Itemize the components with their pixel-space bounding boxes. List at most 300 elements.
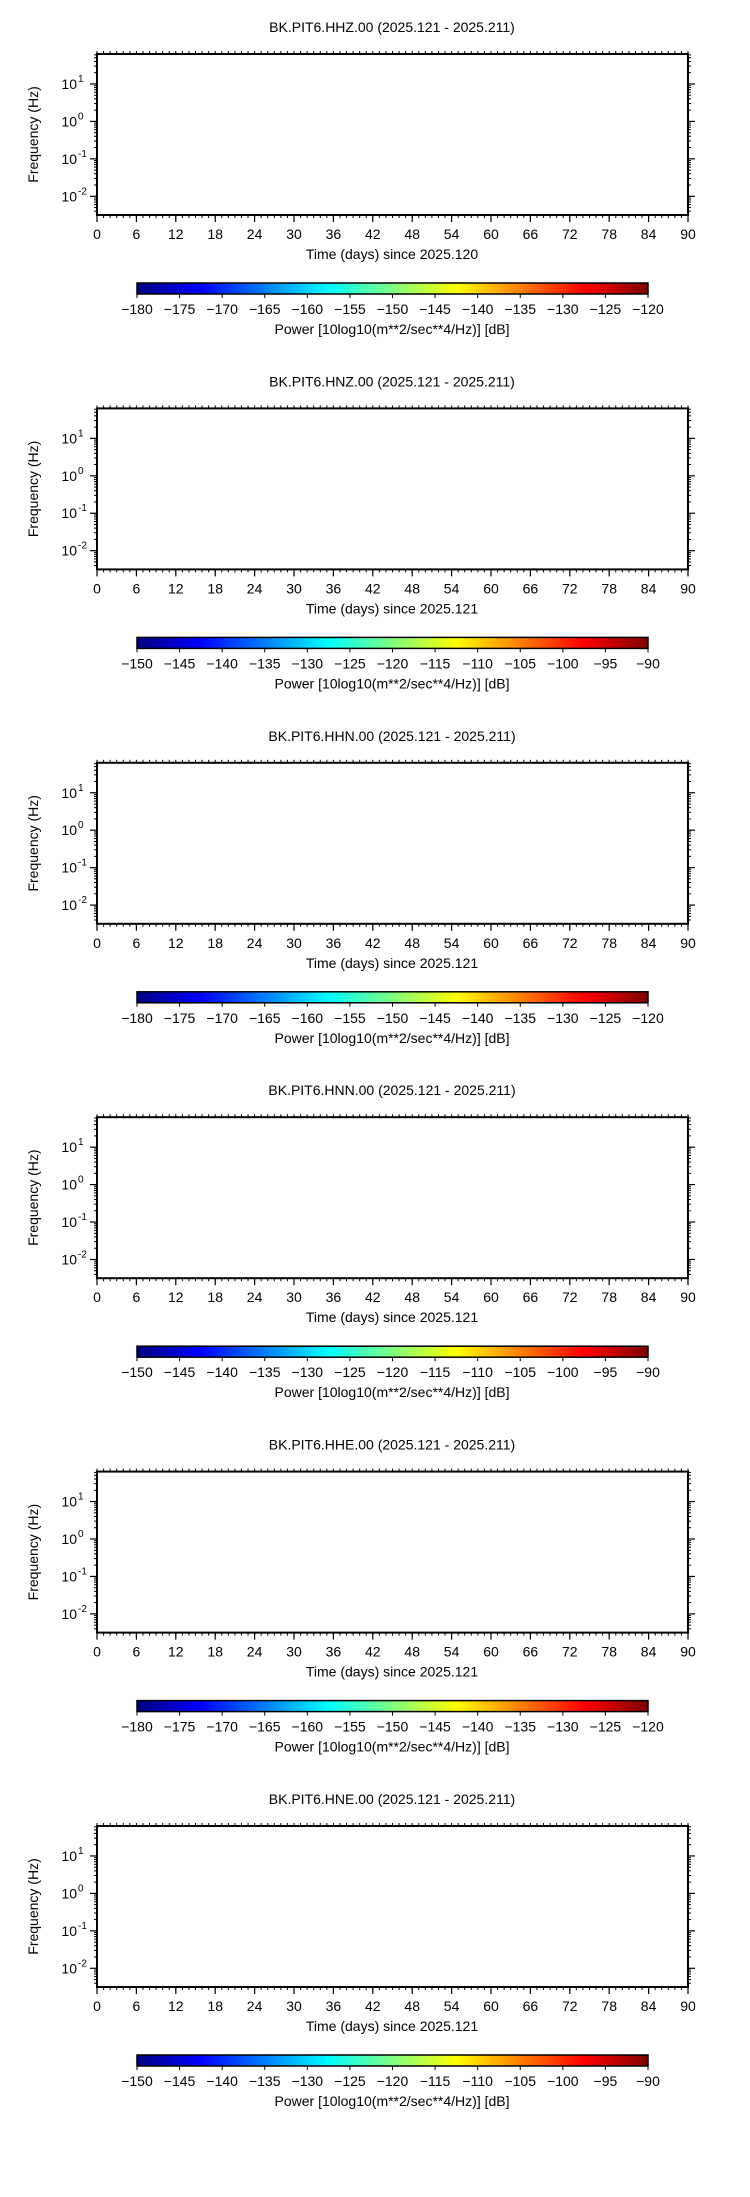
- y-tick-base: 10: [61, 1960, 77, 1977]
- x-tick-label: 54: [443, 1643, 460, 1660]
- x-tick-label: 18: [207, 1643, 223, 1660]
- y-tick-base: 10: [61, 1847, 77, 1864]
- y-tick-exponent: 0: [78, 820, 84, 832]
- x-tick-label: 6: [132, 1998, 141, 2014]
- y-tick-base: 10: [61, 822, 77, 839]
- colorbar-tick-label: −135: [248, 655, 281, 672]
- colorbar-tick-label: −105: [504, 655, 537, 672]
- y-tick-exponent: -2: [78, 186, 87, 198]
- colorbar-tick-label: −135: [248, 2073, 281, 2089]
- x-tick-label: 60: [483, 226, 499, 242]
- y-tick-label: [61, 1214, 77, 1230]
- colorbar-tick-label: −140: [206, 655, 238, 672]
- colorbar-tick-label: −150: [121, 655, 153, 672]
- y-tick-label: [61, 543, 77, 559]
- x-tick-label: 42: [365, 1289, 381, 1306]
- x-tick-label: 54: [443, 1998, 460, 2014]
- colorbar-tick-label: −145: [419, 1009, 451, 1026]
- x-tick-label: 18: [207, 934, 223, 951]
- colorbar-tick-label: −105: [504, 2073, 537, 2089]
- x-tick-label: 78: [601, 934, 617, 951]
- x-tick-label: 84: [640, 1289, 657, 1306]
- x-tick-label: 30: [286, 1998, 302, 2014]
- x-tick-label: 42: [365, 1998, 381, 2014]
- colorbar-tick-label: −140: [461, 1009, 494, 1026]
- y-tick-base: 10: [61, 113, 77, 130]
- x-tick-label: 66: [522, 1643, 539, 1660]
- x-tick-label: 36: [325, 1643, 342, 1660]
- x-tick-label: 72: [562, 580, 578, 597]
- colorbar-tick-label: −150: [376, 1009, 409, 1026]
- x-tick-label: 0: [93, 1643, 101, 1660]
- x-tick-label: 6: [132, 580, 141, 597]
- x-tick-label: 48: [404, 580, 420, 597]
- y-tick-exponent: 0: [78, 1528, 84, 1540]
- y-axis-label: Frequency (Hz): [25, 795, 41, 892]
- spectrogram-panel: [25, 19, 696, 337]
- x-tick-label: 66: [522, 580, 539, 597]
- y-tick-label: [61, 1251, 77, 1267]
- y-tick-base: 10: [61, 1568, 77, 1585]
- y-tick-base: 10: [61, 542, 77, 559]
- colorbar-tick-label: −110: [462, 655, 493, 672]
- colorbar-tick-label: −170: [206, 301, 238, 317]
- colorbar-tick-label: −135: [504, 1718, 537, 1735]
- y-tick-exponent: -1: [78, 1566, 87, 1578]
- y-tick-label: [61, 505, 77, 521]
- x-tick-label: 0: [93, 934, 101, 951]
- colorbar-tick-label: −145: [419, 301, 451, 317]
- y-tick-base: 10: [61, 1251, 77, 1268]
- x-minor-ticks: [97, 760, 688, 927]
- x-tick-label: 42: [365, 1643, 381, 1660]
- colorbar: [137, 1701, 648, 1712]
- plot-frame: [97, 408, 688, 569]
- colorbar-tick-label: −175: [163, 1009, 196, 1026]
- y-tick-label: [61, 1848, 77, 1864]
- x-tick-label: 90: [680, 226, 696, 242]
- y-tick-label: [61, 1923, 77, 1939]
- plot-frame: [97, 763, 688, 924]
- x-tick-label: 60: [483, 934, 499, 951]
- colorbar-tick-label: −145: [419, 1718, 451, 1735]
- y-axis-label: Frequency (Hz): [25, 1858, 41, 1955]
- y-tick-exponent: 1: [78, 428, 84, 440]
- colorbar: [137, 283, 648, 294]
- x-tick-label: 54: [443, 580, 460, 597]
- x-tick-label: 30: [286, 1289, 302, 1306]
- y-tick-label: [61, 430, 77, 446]
- colorbar-tick-label: −100: [547, 1364, 579, 1381]
- y-minor-ticks: [94, 764, 691, 920]
- colorbar-tick-label: −150: [121, 2073, 153, 2089]
- y-tick-label: [61, 1531, 77, 1547]
- colorbar-tick-label: −120: [632, 1718, 664, 1735]
- y-tick-base: 10: [61, 1885, 77, 1902]
- colorbar-tick-label: −105: [504, 1364, 537, 1381]
- colorbar-tick-label: −180: [121, 1718, 153, 1735]
- colorbar-tick-label: −155: [334, 301, 366, 317]
- colorbar-tick-label: −115: [419, 1364, 451, 1381]
- colorbar-tick-label: −120: [376, 1364, 409, 1381]
- chart-title: BK.PIT6.HNZ.00 (2025.121 - 2025.211): [269, 373, 515, 390]
- y-tick-label: [61, 822, 77, 838]
- y-tick-base: 10: [61, 897, 77, 914]
- colorbar-tick-label: −130: [547, 1009, 579, 1026]
- plot-frame: [97, 1117, 688, 1278]
- x-tick-label: 12: [168, 226, 184, 242]
- colorbar-tick-label: −180: [121, 301, 153, 317]
- y-tick-exponent: -2: [78, 1249, 87, 1261]
- y-tick-label: [61, 1494, 77, 1510]
- y-minor-ticks: [94, 55, 691, 211]
- spectrogram-panel: [25, 1082, 696, 1400]
- x-axis-label: Time (days) since 2025.120: [305, 246, 479, 262]
- colorbar: [137, 1346, 648, 1357]
- x-tick-label: 60: [483, 1289, 499, 1306]
- y-tick-exponent: 1: [78, 782, 84, 794]
- y-tick-label: [61, 188, 77, 204]
- x-tick-label: 54: [443, 1289, 460, 1306]
- colorbar-tick-label: −90: [636, 655, 660, 672]
- plot-frame: [97, 1826, 688, 1987]
- y-tick-exponent: 1: [78, 1491, 84, 1503]
- colorbar-tick-label: −170: [206, 1718, 238, 1735]
- x-tick-label: 78: [601, 1643, 617, 1660]
- x-tick-label: 36: [325, 934, 342, 951]
- colorbar-tick-label: −155: [334, 1718, 366, 1735]
- y-tick-label: [61, 76, 77, 92]
- y-tick-base: 10: [61, 467, 77, 484]
- colorbar-tick-label: −170: [206, 1009, 238, 1026]
- x-tick-label: 18: [207, 580, 223, 597]
- x-tick-label: 84: [640, 1998, 657, 2014]
- colorbar-tick-label: −125: [589, 1009, 622, 1026]
- colorbar-tick-label: −95: [593, 1364, 618, 1381]
- colorbar-tick-label: −160: [291, 1009, 324, 1026]
- colorbar-tick-label: −125: [589, 1718, 622, 1735]
- colorbar-label: Power [10log10(m**2/sec**4/Hz)] [dB]: [274, 321, 510, 337]
- y-tick-exponent: -1: [78, 148, 87, 160]
- x-tick-label: 72: [562, 1643, 578, 1660]
- x-tick-label: 54: [443, 226, 460, 242]
- x-tick-label: 90: [680, 934, 696, 951]
- x-minor-ticks: [97, 405, 688, 572]
- colorbar-tick-label: −150: [376, 301, 409, 317]
- y-tick-exponent: -2: [78, 540, 87, 552]
- y-tick-label: [61, 897, 77, 913]
- x-tick-label: 6: [132, 934, 141, 951]
- x-tick-label: 12: [168, 1643, 184, 1660]
- x-axis-label: Time (days) since 2025.121: [305, 1309, 479, 1326]
- y-tick-exponent: 0: [78, 111, 84, 123]
- x-tick-label: 48: [404, 1289, 420, 1306]
- x-tick-label: 12: [168, 1289, 184, 1306]
- colorbar-tick-label: −175: [163, 301, 196, 317]
- x-tick-label: 0: [93, 226, 101, 242]
- x-tick-label: 60: [483, 1643, 499, 1660]
- colorbar-tick-label: −180: [121, 1009, 153, 1026]
- y-tick-exponent: 1: [78, 1137, 84, 1149]
- colorbar-tick-label: −115: [419, 2073, 451, 2089]
- x-tick-label: 42: [365, 934, 381, 951]
- y-tick-exponent: -2: [78, 895, 87, 907]
- x-tick-label: 24: [246, 1643, 263, 1660]
- x-tick-label: 30: [286, 226, 302, 242]
- y-tick-base: 10: [61, 1530, 77, 1547]
- x-tick-label: 84: [640, 580, 657, 597]
- x-tick-label: 72: [562, 934, 578, 951]
- x-tick-label: 60: [483, 1998, 499, 2014]
- y-tick-base: 10: [61, 1139, 77, 1156]
- colorbar-tick-label: −160: [291, 1718, 324, 1735]
- x-tick-label: 72: [562, 1998, 578, 2014]
- x-tick-label: 42: [365, 580, 381, 597]
- colorbar-tick-label: −120: [376, 655, 409, 672]
- colorbar-label: Power [10log10(m**2/sec**4/Hz)] [dB]: [274, 1738, 510, 1755]
- spectrogram-panel: [25, 728, 696, 1046]
- y-tick-base: 10: [61, 188, 77, 205]
- x-tick-label: 18: [207, 226, 223, 242]
- x-minor-ticks: [97, 1823, 688, 1990]
- y-tick-base: 10: [61, 1922, 77, 1939]
- colorbar-tick-label: −100: [547, 655, 579, 672]
- colorbar: [137, 637, 648, 648]
- colorbar-tick-label: −145: [163, 1364, 196, 1381]
- colorbar-tick-label: −90: [636, 2073, 660, 2089]
- x-tick-label: 78: [601, 226, 617, 242]
- colorbar-tick-label: −140: [206, 1364, 238, 1381]
- y-tick-base: 10: [61, 1214, 77, 1231]
- colorbar-tick-label: −130: [291, 655, 324, 672]
- colorbar-tick-label: −110: [462, 2073, 493, 2089]
- x-tick-label: 48: [404, 226, 420, 242]
- colorbar-tick-label: −100: [547, 2073, 579, 2089]
- y-axis-label: Frequency (Hz): [25, 440, 41, 538]
- x-tick-label: 12: [168, 934, 184, 951]
- x-tick-label: 90: [680, 1289, 696, 1306]
- x-tick-label: 54: [443, 934, 460, 951]
- x-tick-label: 66: [522, 1289, 539, 1306]
- spectrogram-panel: [25, 373, 696, 691]
- y-tick-exponent: 0: [78, 465, 84, 477]
- x-tick-label: 90: [680, 580, 696, 597]
- y-tick-exponent: -1: [78, 1212, 87, 1224]
- x-tick-label: 60: [483, 580, 499, 597]
- x-tick-label: 6: [132, 226, 141, 242]
- colorbar-tick-label: −120: [632, 301, 664, 317]
- colorbar-tick-label: −130: [291, 2073, 324, 2089]
- y-axis-label: Frequency (Hz): [25, 86, 41, 183]
- y-tick-base: 10: [61, 430, 77, 447]
- y-tick-exponent: -1: [78, 1920, 87, 1932]
- x-minor-ticks: [97, 1469, 688, 1636]
- colorbar-tick-label: −130: [547, 1718, 579, 1735]
- colorbar-label: Power [10log10(m**2/sec**4/Hz)] [dB]: [274, 1384, 510, 1401]
- y-tick-exponent: -1: [78, 857, 87, 869]
- colorbar-tick-label: −140: [461, 301, 494, 317]
- x-tick-label: 48: [404, 934, 420, 951]
- colorbar-tick-label: −140: [206, 2073, 238, 2089]
- colorbar-tick-label: −145: [163, 2073, 196, 2089]
- colorbar-tick-label: −135: [504, 1009, 537, 1026]
- y-tick-label: [61, 1568, 77, 1584]
- y-tick-exponent: -2: [78, 1603, 87, 1615]
- y-tick-exponent: 0: [78, 1174, 84, 1186]
- x-axis-label: Time (days) since 2025.121: [305, 600, 479, 617]
- x-tick-label: 36: [325, 226, 342, 242]
- colorbar-tick-label: −115: [419, 655, 451, 672]
- x-tick-label: 72: [562, 1289, 578, 1306]
- x-tick-label: 24: [246, 580, 263, 597]
- colorbar-tick-label: −135: [504, 301, 537, 317]
- colorbar-tick-label: −145: [163, 655, 196, 672]
- y-axis-label: Frequency (Hz): [25, 1149, 41, 1246]
- y-tick-exponent: 1: [78, 73, 84, 85]
- colorbar-tick-label: −125: [334, 1364, 366, 1381]
- x-tick-label: 12: [168, 580, 184, 597]
- colorbar-tick-label: −90: [636, 1364, 660, 1381]
- y-tick-label: [61, 785, 77, 801]
- y-tick-exponent: 0: [78, 1883, 84, 1895]
- x-tick-label: 72: [562, 226, 578, 242]
- colorbar-label: Power [10log10(m**2/sec**4/Hz)] [dB]: [274, 675, 510, 692]
- y-tick-label: [61, 1606, 77, 1622]
- y-tick-label: [61, 860, 77, 876]
- y-tick-label: [61, 151, 77, 167]
- spectrogram-panel: [25, 1437, 696, 1755]
- x-tick-label: 66: [522, 934, 539, 951]
- x-tick-label: 18: [207, 1998, 223, 2014]
- colorbar: [137, 2055, 648, 2066]
- x-tick-label: 36: [325, 580, 342, 597]
- colorbar-tick-label: −130: [291, 1364, 324, 1381]
- x-tick-label: 42: [365, 226, 381, 242]
- x-axis-label: Time (days) since 2025.121: [305, 1663, 479, 1680]
- y-tick-label: [61, 1885, 77, 1901]
- colorbar-tick-label: −155: [334, 1009, 366, 1026]
- y-minor-ticks: [94, 1827, 691, 1983]
- x-tick-label: 48: [404, 1998, 420, 2014]
- colorbar-tick-label: −120: [376, 2073, 409, 2089]
- y-tick-base: 10: [61, 505, 77, 522]
- x-tick-label: 12: [168, 1998, 184, 2014]
- x-tick-label: 6: [132, 1643, 141, 1660]
- y-tick-base: 10: [61, 75, 77, 92]
- x-tick-label: 24: [246, 1289, 263, 1306]
- y-tick-base: 10: [61, 1176, 77, 1193]
- x-tick-label: 0: [93, 1998, 101, 2014]
- y-tick-label: [61, 468, 77, 484]
- colorbar-label: Power [10log10(m**2/sec**4/Hz)] [dB]: [274, 1029, 510, 1046]
- x-tick-label: 78: [601, 1998, 617, 2014]
- colorbar-tick-label: −160: [291, 301, 324, 317]
- chart-title: BK.PIT6.HNN.00 (2025.121 - 2025.211): [268, 1082, 516, 1099]
- x-tick-label: 0: [93, 580, 101, 597]
- x-tick-label: 66: [522, 226, 539, 242]
- y-tick-base: 10: [61, 859, 77, 876]
- x-tick-label: 78: [601, 1289, 617, 1306]
- x-tick-label: 30: [286, 1643, 302, 1660]
- x-tick-label: 90: [680, 1998, 696, 2014]
- x-tick-label: 36: [325, 1998, 342, 2014]
- y-tick-label: [61, 1139, 77, 1155]
- colorbar-tick-label: −120: [632, 1009, 664, 1026]
- colorbar: [137, 992, 648, 1003]
- y-tick-base: 10: [61, 1493, 77, 1510]
- x-tick-label: 84: [640, 226, 657, 242]
- colorbar-tick-label: −165: [248, 301, 281, 317]
- colorbar-tick-label: −125: [589, 301, 622, 317]
- colorbar-label: Power [10log10(m**2/sec**4/Hz)] [dB]: [274, 2093, 510, 2109]
- x-tick-label: 18: [207, 1289, 223, 1306]
- y-tick-base: 10: [61, 1605, 77, 1622]
- chart-title: BK.PIT6.HHE.00 (2025.121 - 2025.211): [268, 1436, 516, 1453]
- y-tick-base: 10: [61, 784, 77, 801]
- x-tick-label: 30: [286, 934, 302, 951]
- colorbar-tick-label: −150: [121, 1364, 153, 1381]
- chart-title: BK.PIT6.HNE.00 (2025.121 - 2025.211): [268, 1791, 516, 1807]
- plot-frame: [97, 1472, 688, 1633]
- x-tick-label: 6: [132, 1289, 141, 1306]
- x-tick-label: 66: [522, 1998, 539, 2014]
- colorbar-tick-label: −135: [248, 1364, 281, 1381]
- spectrogram-panel: [25, 1791, 696, 2109]
- x-tick-label: 90: [680, 1643, 696, 1660]
- y-tick-exponent: -1: [78, 503, 87, 515]
- x-minor-ticks: [97, 1114, 688, 1281]
- x-axis-label: Time (days) since 2025.121: [305, 2018, 479, 2034]
- y-axis-label: Frequency (Hz): [25, 1503, 41, 1601]
- colorbar-tick-label: −130: [547, 301, 579, 317]
- x-tick-label: 84: [640, 934, 657, 951]
- colorbar-tick-label: −125: [334, 2073, 366, 2089]
- x-tick-label: 24: [246, 1998, 263, 2014]
- y-tick-exponent: -2: [78, 1958, 87, 1970]
- x-tick-label: 30: [286, 580, 302, 597]
- y-tick-label: [61, 1960, 77, 1976]
- colorbar-tick-label: −140: [461, 1718, 494, 1735]
- y-tick-label: [61, 1177, 77, 1193]
- colorbar-tick-label: −95: [593, 655, 618, 672]
- colorbar-tick-label: −165: [248, 1718, 281, 1735]
- colorbar-tick-label: −110: [462, 1364, 493, 1381]
- y-minor-ticks: [94, 409, 691, 565]
- chart-title: BK.PIT6.HHZ.00 (2025.121 - 2025.211): [269, 19, 515, 35]
- colorbar-tick-label: −150: [376, 1718, 409, 1735]
- y-minor-ticks: [94, 1472, 691, 1628]
- y-minor-ticks: [94, 1118, 691, 1274]
- x-tick-label: 24: [246, 226, 263, 242]
- colorbar-tick-label: −95: [593, 2073, 618, 2089]
- y-tick-base: 10: [61, 150, 77, 167]
- x-tick-label: 48: [404, 1643, 420, 1660]
- x-tick-label: 36: [325, 1289, 342, 1306]
- x-minor-ticks: [97, 51, 688, 218]
- x-tick-label: 0: [93, 1289, 101, 1306]
- x-axis-label: Time (days) since 2025.121: [305, 954, 479, 971]
- x-tick-label: 24: [246, 934, 263, 951]
- x-tick-label: 84: [640, 1643, 657, 1660]
- colorbar-tick-label: −125: [334, 655, 366, 672]
- chart-title: BK.PIT6.HHN.00 (2025.121 - 2025.211): [268, 727, 516, 744]
- x-tick-label: 78: [601, 580, 617, 597]
- y-tick-label: [61, 113, 77, 129]
- y-tick-exponent: 1: [78, 1845, 84, 1857]
- colorbar-tick-label: −175: [163, 1718, 196, 1735]
- colorbar-tick-label: −165: [248, 1009, 281, 1026]
- plot-frame: [97, 54, 688, 215]
